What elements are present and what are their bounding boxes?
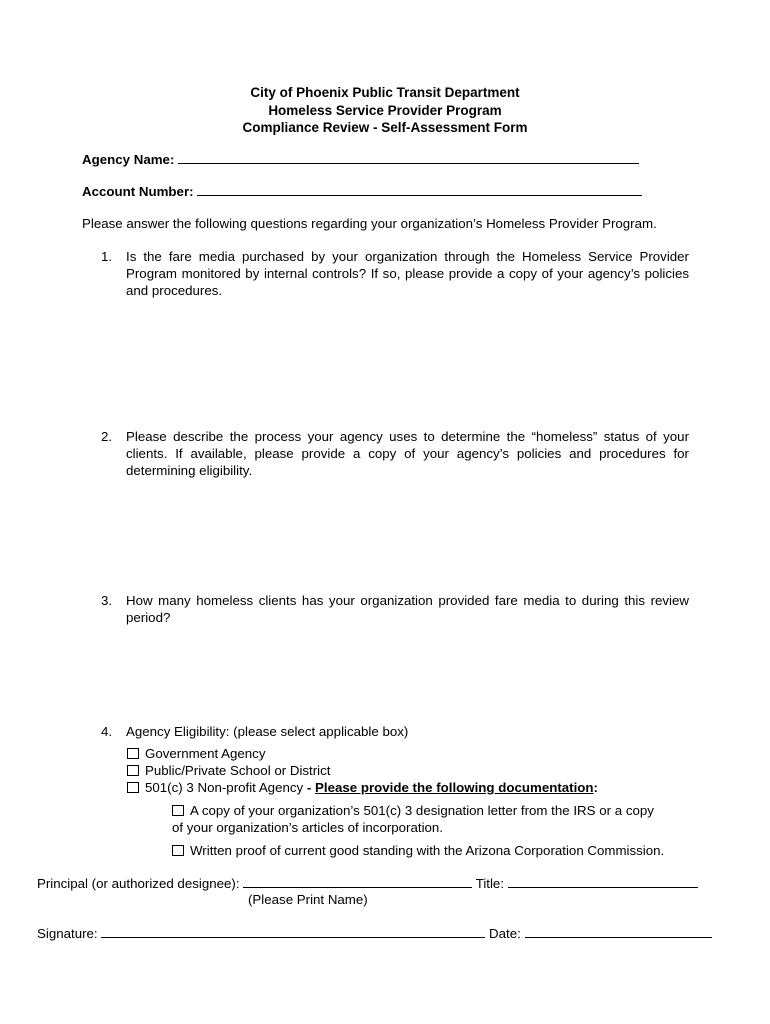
account-number-input-line[interactable]	[197, 182, 642, 196]
title-label: Title:	[475, 876, 505, 891]
option-school-district[interactable]	[127, 762, 330, 779]
agency-name-label: Agency Name:	[82, 152, 175, 167]
signature-label: Signature:	[37, 926, 98, 941]
account-number-field	[82, 182, 642, 200]
question-text: Is the fare media purchased by your organization through the Homeless Service Provider Program monitored by internal controls? If so, please provide a copy of your agency’s policies and procedures.	[126, 249, 689, 298]
sub-option-irs-letter[interactable]	[172, 802, 654, 819]
question-number: 3.	[101, 593, 113, 608]
question-text: Please describe the process your agency uses to determine the “homeless” status of your clients. If available, please provide a copy of your agency’s policies and procedures for determining eligibility.	[126, 429, 689, 478]
date-line[interactable]	[525, 924, 712, 938]
agency-name-input-line[interactable]	[178, 150, 639, 164]
checkbox[interactable]	[127, 782, 139, 793]
option-nonprofit-agency[interactable]	[127, 779, 598, 796]
principal-name-line[interactable]	[243, 874, 472, 888]
option-label: 501(c) 3 Non-profit Agency	[145, 780, 304, 795]
checkbox[interactable]	[127, 765, 139, 776]
program-title: Homeless Service Provider Program	[268, 102, 502, 118]
sub-option-label: Written proof of current good standing with the Arizona Corporation Commission.	[190, 843, 665, 858]
documentation-note: Please provide the following documentation	[315, 780, 594, 795]
question-number: 2.	[101, 429, 113, 444]
question-4	[101, 723, 689, 740]
sub-option-continuation: of your organization’s articles of incorporation.	[172, 820, 444, 835]
question-number: 4.	[101, 724, 113, 739]
option-label: Public/Private School or District	[145, 763, 331, 778]
note-prefix: -	[303, 780, 315, 795]
question-number: 1.	[101, 249, 113, 264]
intro-text: Please answer the following questions regarding your organization’s Homeless Provider Program.	[82, 216, 657, 231]
sub-option-good-standing[interactable]	[172, 842, 664, 859]
note-suffix: :	[593, 780, 598, 795]
option-government-agency[interactable]	[127, 745, 265, 762]
checkbox[interactable]	[172, 845, 184, 856]
checkbox[interactable]	[127, 748, 139, 759]
signature-row	[37, 924, 712, 942]
signature-line[interactable]	[101, 924, 485, 938]
question-2	[101, 428, 689, 479]
principal-label: Principal (or authorized designee):	[37, 876, 240, 891]
account-number-label: Account Number:	[82, 184, 194, 199]
department-title: City of Phoenix Public Transit Department	[250, 85, 520, 100]
question-1	[101, 248, 689, 299]
question-text: How many homeless clients has your organization provided fare media to during this review period?	[126, 593, 689, 625]
sub-option-label: A copy of your organization’s 501(c) 3 designation letter from the IRS or a copy	[190, 803, 654, 818]
option-label: Government Agency	[145, 746, 266, 761]
print-name-note: (Please Print Name)	[248, 892, 368, 907]
question-text: Agency Eligibility: (please select applicable box)	[126, 724, 409, 739]
principal-row	[37, 874, 698, 892]
agency-name-field	[82, 150, 639, 168]
question-3	[101, 592, 689, 626]
date-label: Date:	[489, 926, 521, 941]
checkbox[interactable]	[172, 805, 184, 816]
form-header	[0, 84, 770, 137]
title-line[interactable]	[508, 874, 698, 888]
form-title: Compliance Review - Self-Assessment Form	[242, 120, 528, 135]
